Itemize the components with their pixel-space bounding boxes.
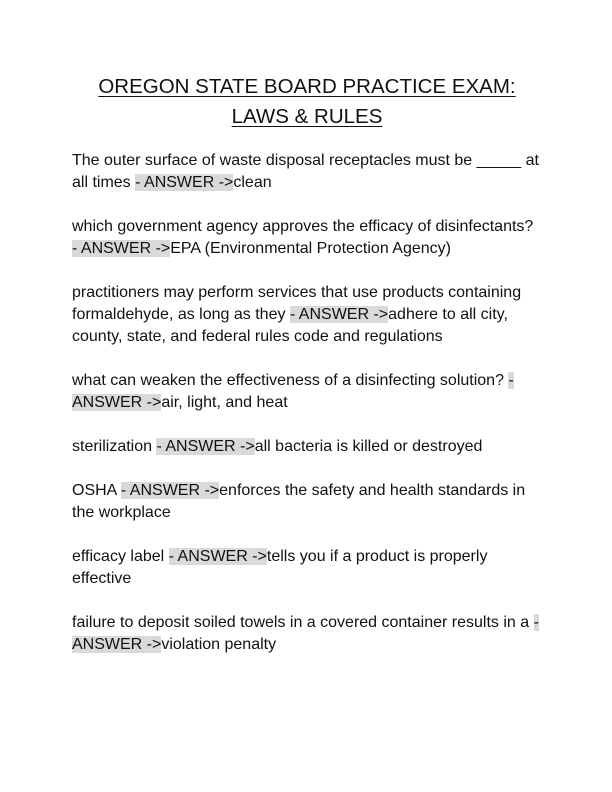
question-text: failure to deposit soiled towels in a covered container results in a [72,614,534,631]
answer-text: violation penalty [161,636,277,653]
qa-item-7 [72,546,542,590]
question-text: OSHA [72,482,121,499]
answer-text: tells you if a product is properly effective [72,548,488,587]
answer-marker: - ANSWER -> [168,548,267,565]
document-title: OREGON STATE BOARD PRACTICE EXAM: LAWS & RULES [98,75,516,128]
answer-marker: - ANSWER -> [72,240,171,257]
question-text: sterilization [72,438,157,455]
qa-item-2 [72,216,542,260]
qa-item-6 [72,480,542,524]
qa-item-4 [72,370,542,414]
answer-text: clean [233,174,272,191]
answer-marker: - ANSWER -> [156,438,255,455]
question-text: which government agency approves the efficacy of disinfectants? [72,218,534,235]
answer-text: adhere to all city, county, state, and federal rules code and regulations [72,306,508,345]
answer-text: enforces the safety and health standards in the workplace [72,482,526,521]
question-text: practitioners may perform services that use products containing formaldehyde, as long as they [72,284,522,323]
answer-text: air, light, and heat [161,394,288,411]
answer-text: EPA (Environmental Protection Agency) [170,240,451,257]
answer-marker: - ANSWER -> [135,174,234,191]
answer-text: all bacteria is killed or destroyed [254,438,483,455]
question-text: The outer surface of waste disposal receptacles must be _____ at all times [72,152,539,191]
answer-marker: - ANSWER -> [72,614,539,653]
qa-item-5 [72,436,542,458]
answer-marker: - ANSWER -> [72,372,514,411]
qa-item-1 [72,150,542,194]
answer-marker: - ANSWER -> [120,482,220,499]
qa-item-8 [72,612,542,656]
qa-item-3 [72,282,542,348]
answer-marker: - ANSWER -> [289,306,389,323]
question-text: efficacy label [72,548,169,565]
question-text: what can weaken the effectiveness of a disinfecting solution? [72,372,509,389]
